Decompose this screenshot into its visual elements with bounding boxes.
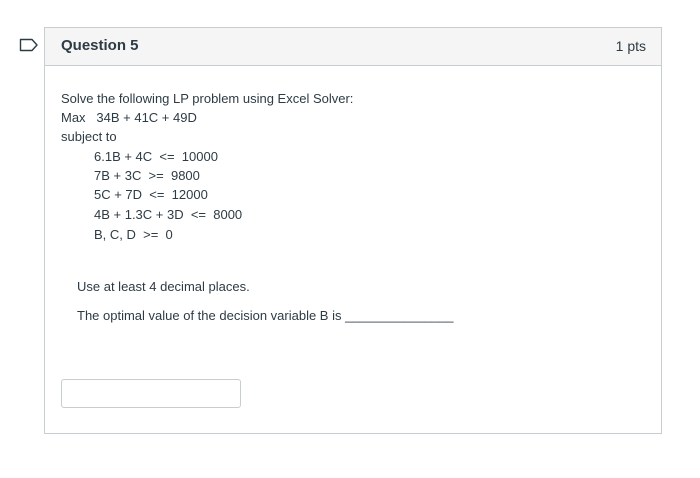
constraint: 7B + 3C >= 9800	[94, 168, 200, 183]
question-header	[45, 28, 661, 66]
decimal-instruction: Use at least 4 decimal places.	[77, 279, 250, 294]
question-title: Question 5	[61, 37, 139, 54]
question-points: 1 pts	[615, 38, 646, 54]
answer-input[interactable]	[61, 379, 241, 408]
subject-to-label: subject to	[61, 129, 117, 144]
question-card	[44, 27, 662, 434]
problem-intro: Solve the following LP problem using Excel Solver:	[61, 91, 354, 106]
constraint: 4B + 1.3C + 3D <= 8000	[94, 207, 243, 222]
constraint: B, C, D >= 0	[94, 227, 173, 242]
constraint: 5C + 7D <= 12000	[94, 187, 208, 202]
constraint: 6.1B + 4C <= 10000	[94, 149, 218, 164]
flag-question-icon[interactable]	[19, 38, 39, 52]
question-prompt: The optimal value of the decision variable B is _______________	[77, 308, 454, 323]
objective-function: Max 34B + 41C + 49D	[61, 110, 197, 125]
